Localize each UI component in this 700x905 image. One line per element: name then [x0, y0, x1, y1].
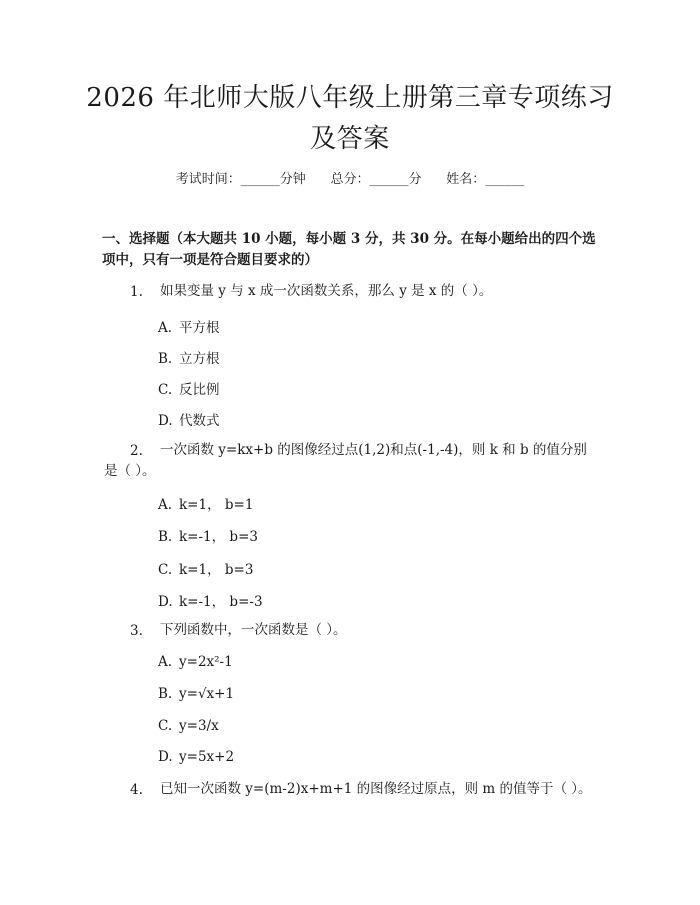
option-label: C. — [158, 562, 173, 578]
option-item — [158, 409, 220, 429]
option-text: y=2x²-1 — [179, 654, 233, 670]
option-text: k=-1， b=-3 — [179, 594, 263, 610]
section-heading: 一、选择题（本大题共 10 小题，每小题 3 分，共 30 分。在每小题给出的四个选项中，只有一项是符合题目要求的） — [102, 231, 596, 268]
option-text: y=√x+1 — [179, 686, 235, 702]
option-label: C. — [158, 718, 173, 734]
option-text: 代数式 — [179, 413, 220, 429]
option-text: y=5x+2 — [179, 749, 235, 765]
option-text: 平方根 — [179, 320, 220, 336]
option-label: D. — [158, 413, 173, 429]
option-label: D. — [158, 594, 173, 610]
question-number: 4. — [130, 782, 143, 798]
option-label: D. — [158, 749, 173, 765]
question-number: 2. — [130, 443, 143, 459]
question-text: 下列函数中，一次函数是（ ）。 — [160, 622, 347, 638]
option-item — [158, 558, 253, 578]
exam-info-line: 考试时间：______分钟 总分：______分 姓名：______ — [175, 172, 525, 187]
question-number: 1. — [130, 284, 143, 300]
option-item — [158, 654, 233, 670]
document-title — [60, 78, 640, 160]
option-text: k=1， b=3 — [179, 562, 254, 578]
option-label: C. — [158, 382, 173, 398]
option-item — [158, 749, 234, 765]
option-item — [158, 316, 220, 336]
question-number: 3. — [130, 623, 143, 639]
option-text: 立方根 — [179, 351, 220, 367]
title-line-1: 2026 年北师大版八年级上册第三章专项练习 — [86, 83, 614, 113]
option-item — [158, 718, 219, 734]
title-line-2: 及答案 — [310, 124, 390, 154]
option-item — [158, 525, 258, 545]
option-item — [158, 347, 220, 367]
question-text: 如果变量 y 与 x 成一次函数关系，那么 y 是 x 的（ ）。 — [160, 283, 493, 299]
option-text: k=-1， b=3 — [179, 529, 258, 545]
option-text: 反比例 — [179, 382, 220, 398]
option-item — [158, 686, 234, 702]
option-label: B. — [158, 686, 173, 702]
option-label: B. — [158, 529, 173, 545]
option-label: B. — [158, 351, 173, 367]
option-label: A. — [158, 497, 173, 513]
option-item — [158, 378, 220, 398]
option-item — [158, 493, 253, 513]
option-text: y=3/x — [179, 718, 219, 734]
question-text: 已知一次函数 y=(m-2)x+m+1 的图像经过原点，则 m 的值等于（ ）。 — [160, 781, 592, 797]
option-item — [158, 590, 263, 610]
option-label: A. — [158, 654, 173, 670]
option-label: A. — [158, 320, 173, 336]
question-text: 一次函数 y=kx+b 的图像经过点(1,2)和点(-1,-4)，则 k 和 b 的值分别是（ ）。 — [104, 442, 587, 479]
option-text: k=1， b=1 — [179, 497, 254, 513]
